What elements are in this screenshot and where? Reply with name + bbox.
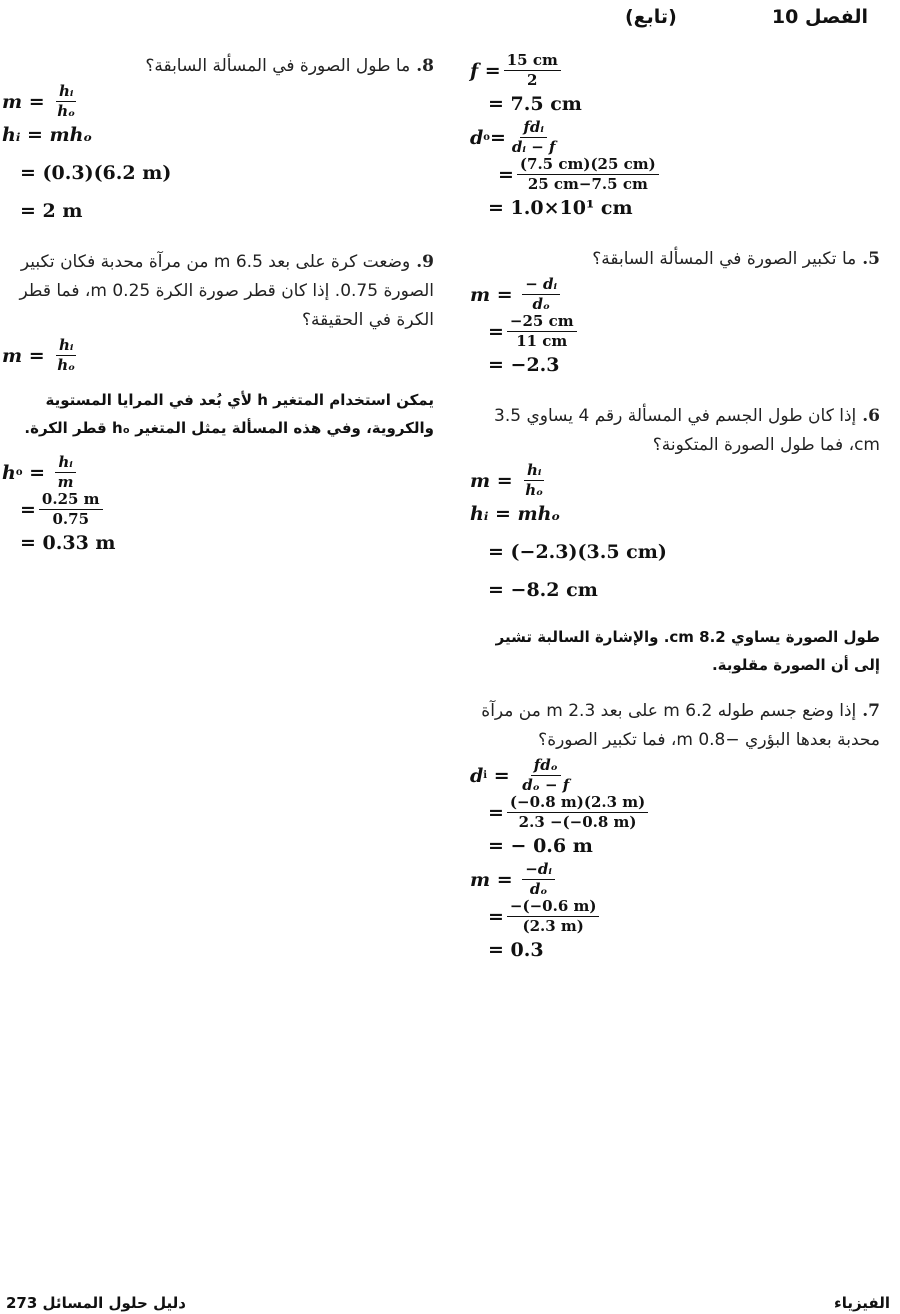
- eq-image-height-sub: = (−2.3)(3.5 cm): [488, 541, 667, 563]
- eq-image-distance-sub: = $\frac{(-0.8 m)(2.3 m)}{2.3 -(-0.8 m)}$: [470, 794, 880, 831]
- eq-magnification-q7-sub: = $\frac{-(-0.6 m)}{(2.3 m)}$: [470, 898, 880, 935]
- question-5: 5.ما تكبير الصورة في المسألة السابقة؟: [592, 249, 880, 269]
- question-9: 9.وضعت كرة على بعد 6.5 m من مرآة محدبة فكان تكبير الصورة 0.75. إذا كان قطر صورة الكرة 0.25 m، فما قطر الكرة في الحقيقة؟: [19, 252, 434, 330]
- eq-magnification: m = $\frac{\text{− dᵢ}}{\text{dₒ}}$: [470, 276, 880, 313]
- eq-magnification-result: = −2.3: [488, 354, 560, 376]
- footer-subject: الفيزياء: [834, 1294, 890, 1312]
- note-image-inverted: طول الصورة يساوي 8.2 cm. والإشارة السالبة تشير إلى أن الصورة مقلوبة.: [495, 628, 880, 674]
- eq-image-height-result: = −8.2 cm: [488, 579, 598, 601]
- eq-magnification-heights: m = $\frac{\text{hᵢ}}{\text{hₒ}}$: [470, 461, 544, 499]
- footer-guide: [6, 1294, 186, 1312]
- left-column: [2, 52, 434, 558]
- eq-magnification-q7: m = $\frac{\text{−dᵢ}}{\text{dₒ}}$: [470, 861, 880, 898]
- eq-object-distance-result: = 1.0×10¹ cm: [488, 197, 633, 219]
- eq-magnification-sub: = $\frac{-25 cm}{11 cm}$: [470, 313, 880, 350]
- question-7: 7.إذا وضع جسم طوله 6.2 m على بعد 2.3 m من مرآة محدبة بعدها البؤري −0.8 m، فما تكبير الصورة؟: [481, 701, 880, 750]
- chapter-title: الفصل 10: [771, 6, 868, 28]
- page-number: 273: [6, 1294, 38, 1312]
- eq-focal-length: f = $\frac{15 cm}{2}$: [470, 52, 880, 89]
- page-footer: [0, 1288, 900, 1314]
- eq-image-height-q8: hᵢ = mhₒ: [2, 124, 93, 146]
- eq-magnification-q8: m = $\frac{\text{hᵢ}}{\text{hₒ}}$: [2, 82, 76, 120]
- eq-object-height-result: = 0.33 m: [20, 532, 116, 554]
- eq-image-height-q8-sub: = (0.3)(6.2 m): [20, 162, 172, 184]
- continued-label: (تابع): [625, 6, 677, 28]
- eq-image-height: hᵢ = mhₒ: [470, 503, 561, 525]
- eq-magnification-q7-result: = 0.3: [488, 939, 544, 961]
- eq-focal-result: = 7.5 cm: [488, 93, 582, 115]
- eq-object-distance-sub: = $\frac{(7.5 cm)(25 cm)}{25 cm-7.5 cm}$: [470, 156, 880, 193]
- eq-object-distance: d o = $\frac{\text{fdᵢ}}{\text{dᵢ − f}}$: [470, 118, 556, 156]
- question-6: 6.إذا كان طول الجسم في المسألة رقم 4 يساوي 3.5 cm، فما طول الصورة المتكونة؟: [494, 406, 880, 455]
- footer-guide-label: دليل حلول المسائل: [42, 1294, 186, 1312]
- right-column: [470, 52, 880, 965]
- question-8: 8.ما طول الصورة في المسألة السابقة؟: [145, 56, 434, 76]
- eq-image-distance-result: = − 0.6 m: [488, 835, 593, 857]
- eq-image-distance: d i = $\frac{\text{fdₒ}}{\text{dₒ − f}}$: [470, 756, 570, 794]
- eq-object-height: h o = $\frac{\text{hᵢ}}{m}$: [2, 454, 434, 491]
- page-header: [0, 0, 900, 44]
- eq-image-height-q8-result: = 2 m: [20, 200, 83, 222]
- eq-object-height-sub: = $\frac{0.25 m}{0.75}$: [2, 491, 434, 528]
- note-variable-h: يمكن استخدام المتغير h لأي بُعد في المرايا المستوية والكروية، وفي هذه المسألة يمثل المتغير hₒ قطر الكرة.: [24, 391, 434, 437]
- eq-magnification-q9: m = $\frac{\text{hᵢ}}{\text{hₒ}}$: [2, 336, 76, 374]
